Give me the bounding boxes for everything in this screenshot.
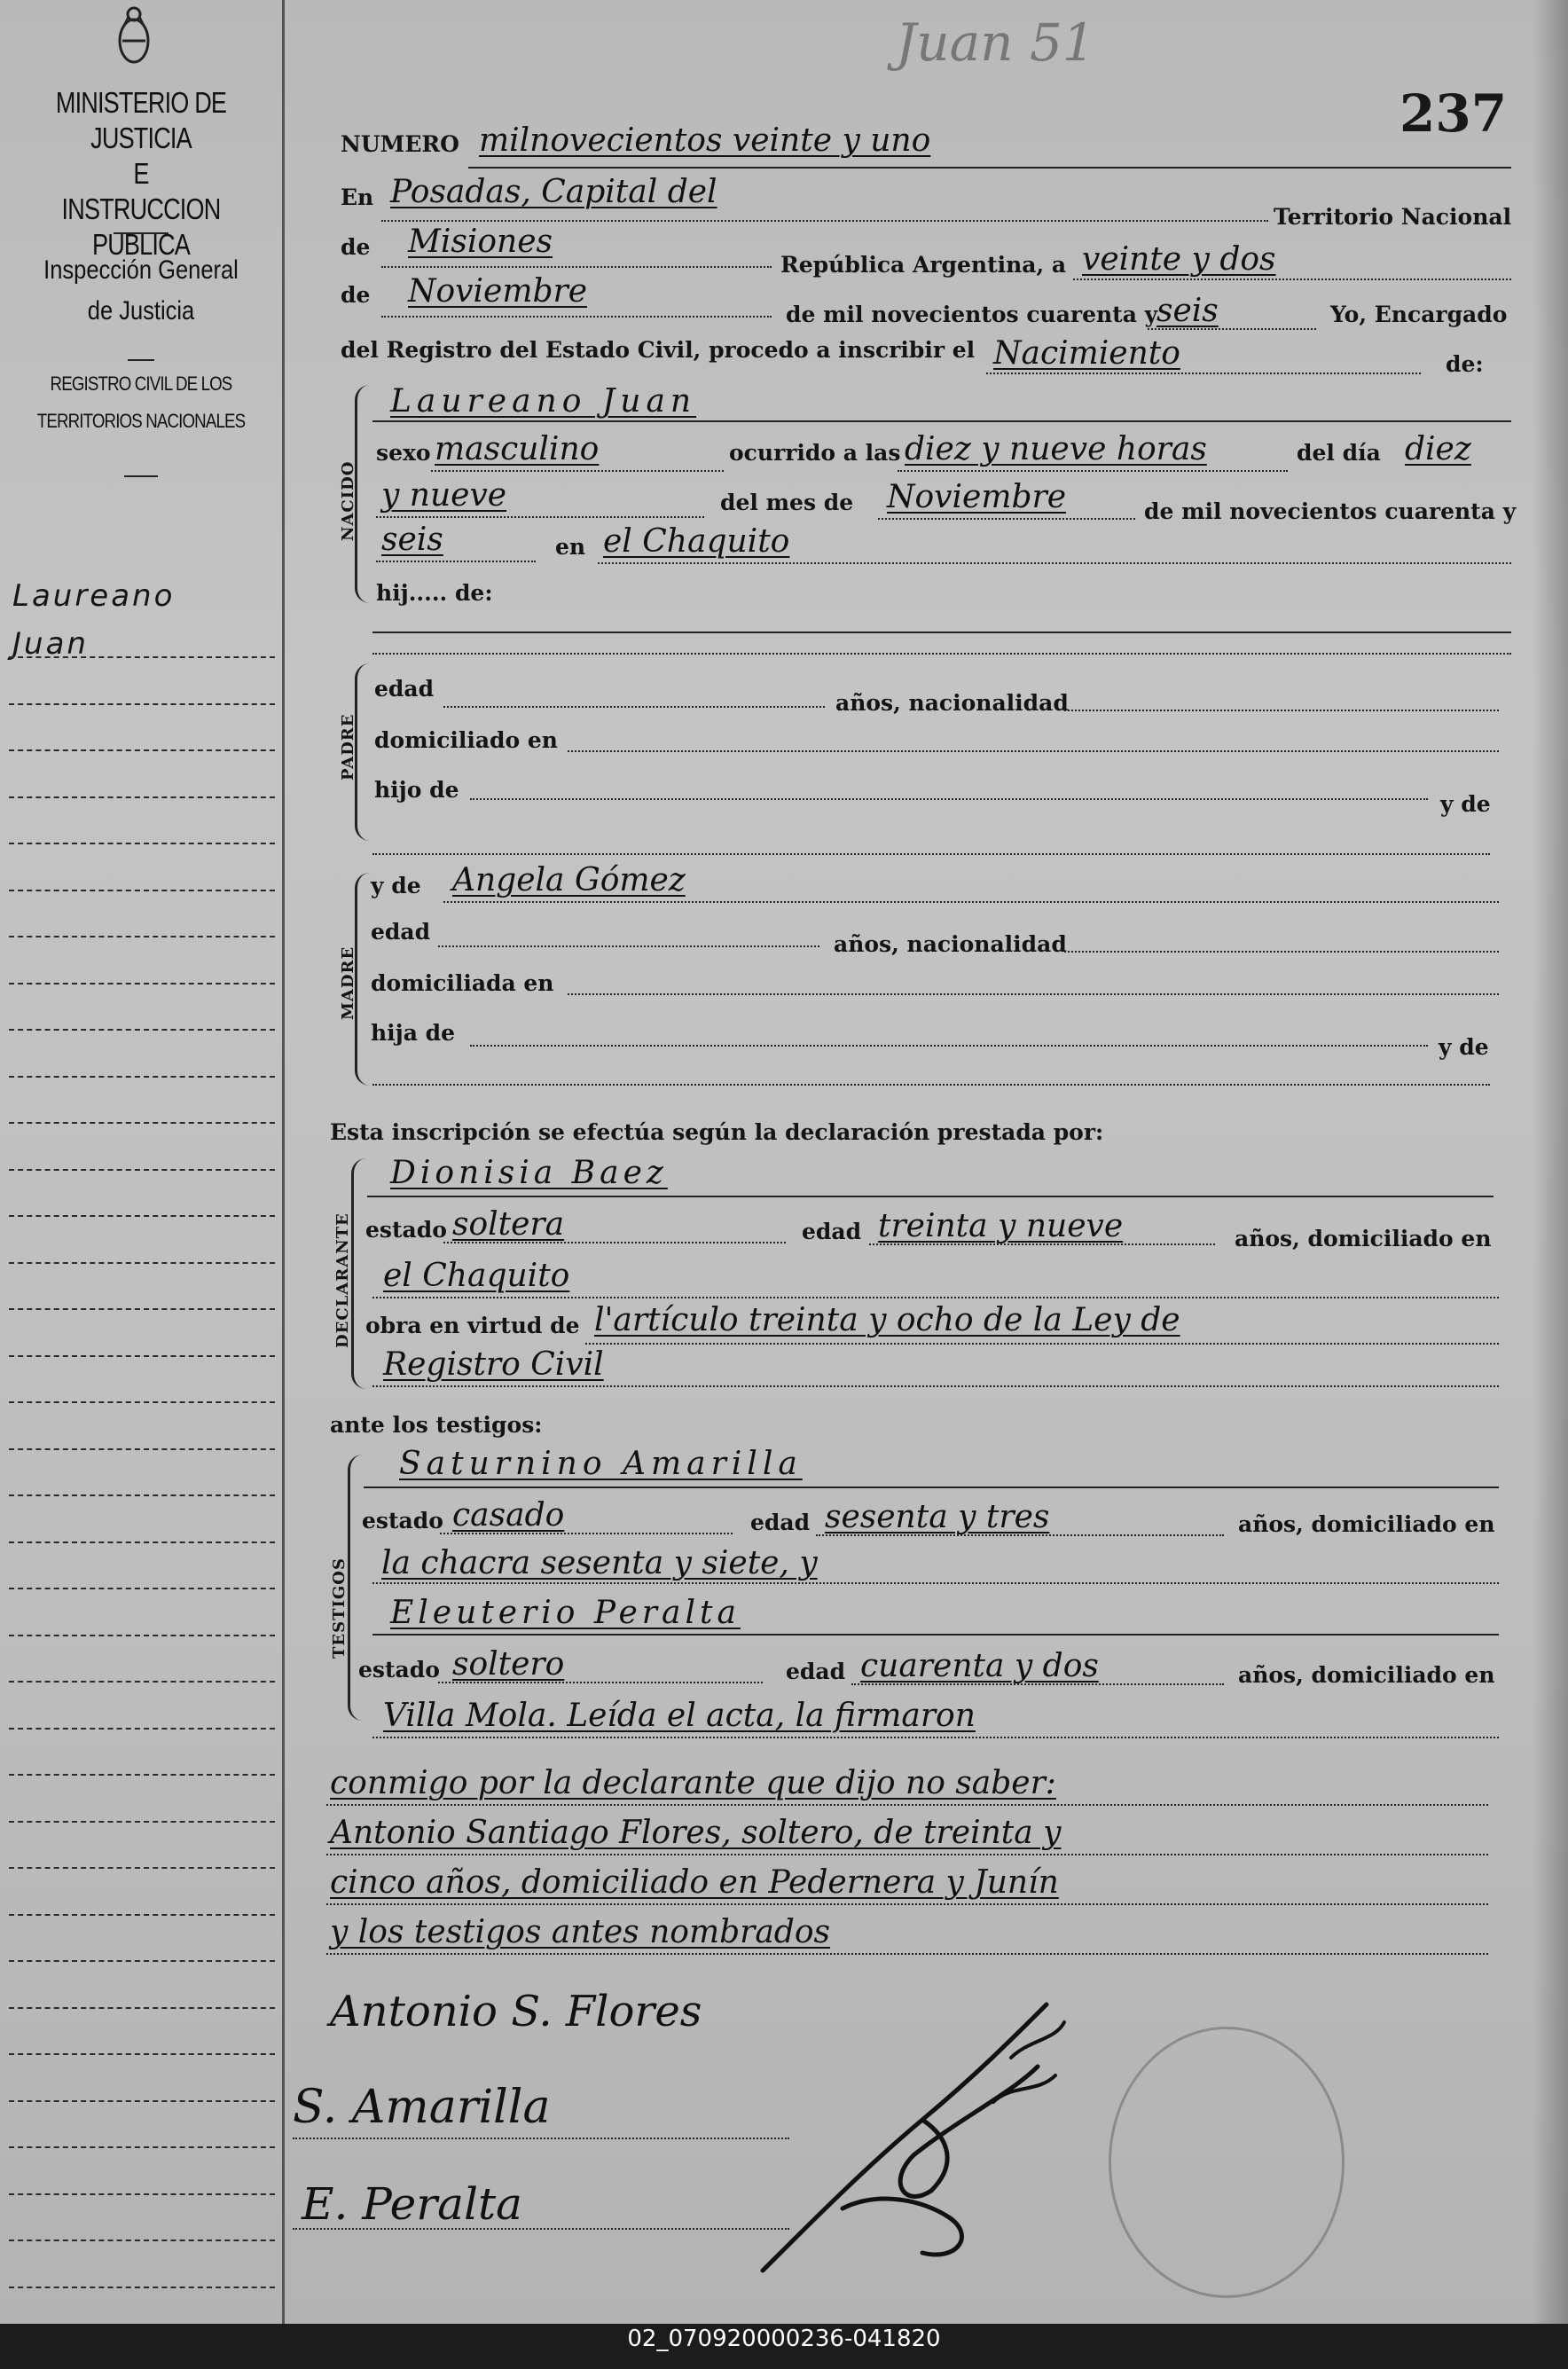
value-declarante-dom: el Chaquito <box>383 1258 570 1294</box>
value-testigo1-estado: casado <box>452 1497 565 1534</box>
left-ruled-line <box>9 1774 275 1776</box>
ministry-line-2: E <box>133 157 149 190</box>
left-ruled-line <box>9 1076 275 1078</box>
label-y-de-madre: y de <box>371 873 421 898</box>
left-ruled-line <box>9 1169 275 1171</box>
left-ruled-line <box>9 1215 275 1217</box>
signature-2: S. Amarilla <box>293 2081 551 2134</box>
top-scribble: Juan 51 <box>896 12 1095 73</box>
label-del-registro: del Registro del Estado Civil, procedo a inscribir el <box>341 337 976 363</box>
registry-line-1: REGISTRO CIVIL DE LOS <box>50 373 232 395</box>
left-ruled-line <box>9 1355 275 1357</box>
line <box>1073 278 1511 280</box>
brace <box>351 1158 366 1389</box>
label-en: En <box>341 184 374 210</box>
inspection-heading <box>21 250 261 332</box>
line <box>869 1243 1215 1245</box>
line <box>438 945 819 947</box>
value-anio: seis <box>1156 293 1219 329</box>
line <box>372 1582 1499 1584</box>
left-ruled-line <box>9 843 275 844</box>
divider <box>114 232 169 234</box>
margin-note-name: Laureano <box>12 578 176 614</box>
label-anos-dom-declarante: años, domiciliado en <box>1235 1226 1492 1251</box>
divider <box>128 359 154 361</box>
value-lugar: el Chaquito <box>603 523 790 560</box>
ministry-line-3: INSTRUCCION PUBLICA <box>61 192 221 261</box>
line <box>898 470 1288 472</box>
line <box>438 1682 763 1683</box>
left-ruled-line <box>9 656 275 658</box>
label-de-colon: de: <box>1446 351 1484 377</box>
line <box>372 1737 1499 1738</box>
label-de: de <box>341 234 371 260</box>
line <box>443 706 825 708</box>
line <box>372 1297 1499 1298</box>
label-anos-dom-testigo2: años, domiciliado en <box>1238 1662 1495 1688</box>
coat-of-arms-icon <box>115 5 153 67</box>
left-ruled-line <box>9 1821 275 1823</box>
line <box>443 1242 786 1243</box>
label-estado-testigo1: estado <box>362 1508 443 1534</box>
line <box>372 653 1511 655</box>
line <box>326 1804 1488 1806</box>
value-mes-nac: Noviembre <box>887 479 1067 515</box>
ministry-line-1: MINISTERIO DE JUSTICIA <box>55 86 227 154</box>
line <box>568 993 1499 995</box>
label-hij-de: hij..... de: <box>376 580 493 606</box>
ministry-heading <box>26 85 257 263</box>
line <box>1064 710 1499 711</box>
left-ruled-line <box>9 1914 275 1916</box>
left-ruled-line <box>9 1448 275 1450</box>
line <box>376 516 704 518</box>
label-domiciliada-madre: domiciliada en <box>371 970 554 996</box>
side-label-padre: PADRE <box>339 713 357 781</box>
label-yo-encargado: Yo, Encargado <box>1330 302 1508 327</box>
line <box>1064 951 1499 953</box>
left-ruled-line <box>9 1728 275 1730</box>
line <box>443 901 1499 903</box>
line <box>372 1634 1499 1636</box>
label-esta-inscripcion: Esta inscripción se efectúa según la declaración prestada por: <box>330 1119 1104 1145</box>
value-testigo2-nombre: Eleuterio Peralta <box>390 1595 741 1631</box>
label-estado-declarante: estado <box>365 1217 447 1243</box>
left-ruled-line <box>9 703 275 705</box>
label-republica: República Argentina, a <box>780 252 1067 278</box>
page-number: 237 <box>1399 83 1508 144</box>
value-obra-1: l'artículo treinta y ocho de la Ley de <box>594 1302 1180 1338</box>
left-ruled-line <box>9 2007 275 2009</box>
label-hija-de: hija de <box>371 1020 456 1046</box>
left-ruled-line <box>9 2053 275 2055</box>
left-ruled-line <box>9 1494 275 1496</box>
side-label-testigos: TESTIGOS <box>330 1557 349 1659</box>
value-horas: diez y nueve horas <box>905 431 1207 467</box>
left-ruled-line <box>9 983 275 984</box>
inspection-line-2: de Justicia <box>87 296 195 326</box>
label-del-dia: del día <box>1297 440 1381 466</box>
line <box>431 470 724 472</box>
line <box>598 562 1511 564</box>
registry-heading <box>21 365 261 440</box>
line <box>326 1953 1488 1955</box>
value-numero: milnovecientos veinte y uno <box>479 122 931 159</box>
line <box>470 798 1428 800</box>
line <box>367 1196 1494 1197</box>
label-del-mes: del mes de <box>720 490 854 515</box>
page-edge-shadow <box>1533 0 1568 2324</box>
label-anos-nac-madre: años, nacionalidad <box>834 931 1067 957</box>
line <box>372 1084 1490 1086</box>
label-sexo: sexo <box>376 440 431 466</box>
value-dia-1: diez <box>1405 431 1471 467</box>
label-edad-madre: edad <box>371 919 431 945</box>
signature-1: Antonio S. Flores <box>330 1987 702 2036</box>
label-numero: NUMERO <box>341 131 459 157</box>
value-madre-nombre: Angela Gómez <box>452 862 686 898</box>
left-ruled-line <box>9 1960 275 1962</box>
value-testigo1-dom: la chacra sesenta y siete, y <box>381 1545 818 1581</box>
line <box>470 1045 1428 1047</box>
label-de-mes: de <box>341 282 371 308</box>
label-edad-declarante: edad <box>802 1219 862 1244</box>
label-hijo-de: hijo de <box>374 777 459 803</box>
left-ruled-line <box>9 2100 275 2102</box>
line <box>372 853 1490 855</box>
value-sexo: masculino <box>435 431 600 467</box>
value-cierre-3: cinco años, domiciliado en Pedernera y Junín <box>330 1864 1059 1901</box>
label-edad-testigo1: edad <box>750 1510 811 1535</box>
label-de-mil-2: de mil novecientos cuarenta y <box>1144 498 1517 524</box>
value-nombre: Laureano Juan <box>390 383 697 420</box>
line <box>440 1533 733 1534</box>
value-cierre-1: conmigo por la declarante que dijo no saber: <box>330 1765 1056 1801</box>
left-margin-column <box>0 0 285 2324</box>
left-ruled-line <box>9 1401 275 1403</box>
line <box>468 167 1511 169</box>
value-inscribir: Nacimiento <box>993 335 1180 372</box>
line <box>372 1385 1499 1387</box>
label-y-de-madre-2: y de <box>1439 1034 1489 1060</box>
label-territorio: Territorio Nacional <box>1274 204 1512 230</box>
left-ruled-line <box>9 936 275 937</box>
divider <box>124 475 158 477</box>
line <box>372 631 1511 633</box>
left-ruled-line <box>9 1308 275 1310</box>
label-ante-testigos: ante los testigos: <box>330 1412 543 1438</box>
value-testigo2-estado: soltero <box>452 1646 565 1683</box>
line <box>568 750 1499 752</box>
line <box>372 420 1511 422</box>
left-ruled-line <box>9 2146 275 2148</box>
label-ocurrido: ocurrido a las <box>729 440 901 466</box>
margin-note-name-2: Juan <box>12 626 89 662</box>
left-ruled-line <box>9 1588 275 1589</box>
line <box>816 1534 1224 1536</box>
value-territorio: Misiones <box>408 224 553 260</box>
image-caption: 02_070920000236-041820 <box>627 2326 941 2352</box>
side-label-madre: MADRE <box>339 945 357 1020</box>
label-edad-testigo2: edad <box>786 1659 846 1684</box>
official-stamp <box>1109 2027 1345 2298</box>
line <box>381 220 1268 222</box>
value-anio-nac: seis <box>381 522 443 558</box>
line <box>293 2228 789 2230</box>
side-label-nacido: NACIDO <box>339 460 357 541</box>
value-cierre-4: y los testigos antes nombrados <box>330 1914 830 1950</box>
left-ruled-line <box>9 890 275 891</box>
label-edad-padre: edad <box>374 676 435 702</box>
line <box>585 1343 1499 1345</box>
left-ruled-line <box>9 1541 275 1543</box>
line <box>381 316 772 318</box>
value-declarante-estado: soltera <box>452 1206 565 1243</box>
line <box>326 1854 1488 1855</box>
value-obra-2: Registro Civil <box>383 1346 604 1383</box>
side-label-declarante: DECLARANTE <box>333 1212 352 1348</box>
left-ruled-line <box>9 796 275 798</box>
value-testigo2-dom: Villa Mola. Leída el acta, la firmaron <box>383 1698 976 1734</box>
value-declarante-edad: treinta y nueve <box>878 1208 1124 1244</box>
value-en: Posadas, Capital del <box>390 174 717 210</box>
value-declarante-nombre: Dionisia Baez <box>390 1155 668 1191</box>
label-en-lugar: en <box>555 534 586 560</box>
line <box>1148 328 1316 330</box>
label-y-de-padre: y de <box>1440 791 1491 817</box>
value-testigo1-edad: sesenta y tres <box>825 1499 1050 1535</box>
line <box>851 1683 1224 1685</box>
inspection-line-1: Inspección General <box>43 255 239 285</box>
line <box>364 1487 1499 1488</box>
label-estado-testigo2: estado <box>358 1657 440 1683</box>
left-ruled-line <box>9 749 275 751</box>
value-testigo1-nombre: Saturnino Amarilla <box>399 1446 803 1482</box>
left-ruled-line <box>9 2287 275 2288</box>
label-obra: obra en virtud de <box>365 1313 580 1338</box>
left-ruled-line <box>9 2240 275 2241</box>
line <box>326 1903 1488 1905</box>
label-anos-nac-padre: años, nacionalidad <box>835 690 1069 716</box>
signature-3: E. Peralta <box>302 2178 522 2230</box>
value-dia-2: y nueve <box>381 477 507 514</box>
line <box>376 561 536 562</box>
left-ruled-line <box>9 1029 275 1031</box>
value-testigo2-edad: cuarenta y dos <box>860 1648 1099 1684</box>
line <box>878 518 1135 520</box>
line <box>986 373 1421 374</box>
left-ruled-line <box>9 1681 275 1683</box>
left-ruled-line <box>9 1262 275 1264</box>
value-fecha-dia: veinte y dos <box>1082 241 1276 278</box>
left-ruled-line <box>9 1122 275 1124</box>
label-de-mil: de mil novecientos cuarenta y <box>786 302 1158 327</box>
line <box>381 266 772 268</box>
line <box>293 2138 789 2139</box>
label-anos-dom-testigo1: años, domiciliado en <box>1238 1511 1495 1537</box>
left-ruled-line <box>9 1635 275 1636</box>
left-ruled-line <box>9 2193 275 2195</box>
value-mes: Noviembre <box>408 273 588 310</box>
label-domiciliado-padre: domiciliado en <box>374 727 558 753</box>
value-cierre-2: Antonio Santiago Flores, soltero, de treinta y <box>330 1815 1062 1851</box>
registry-line-2: TERRITORIOS NACIONALES <box>36 410 246 432</box>
left-ruled-line <box>9 1867 275 1869</box>
